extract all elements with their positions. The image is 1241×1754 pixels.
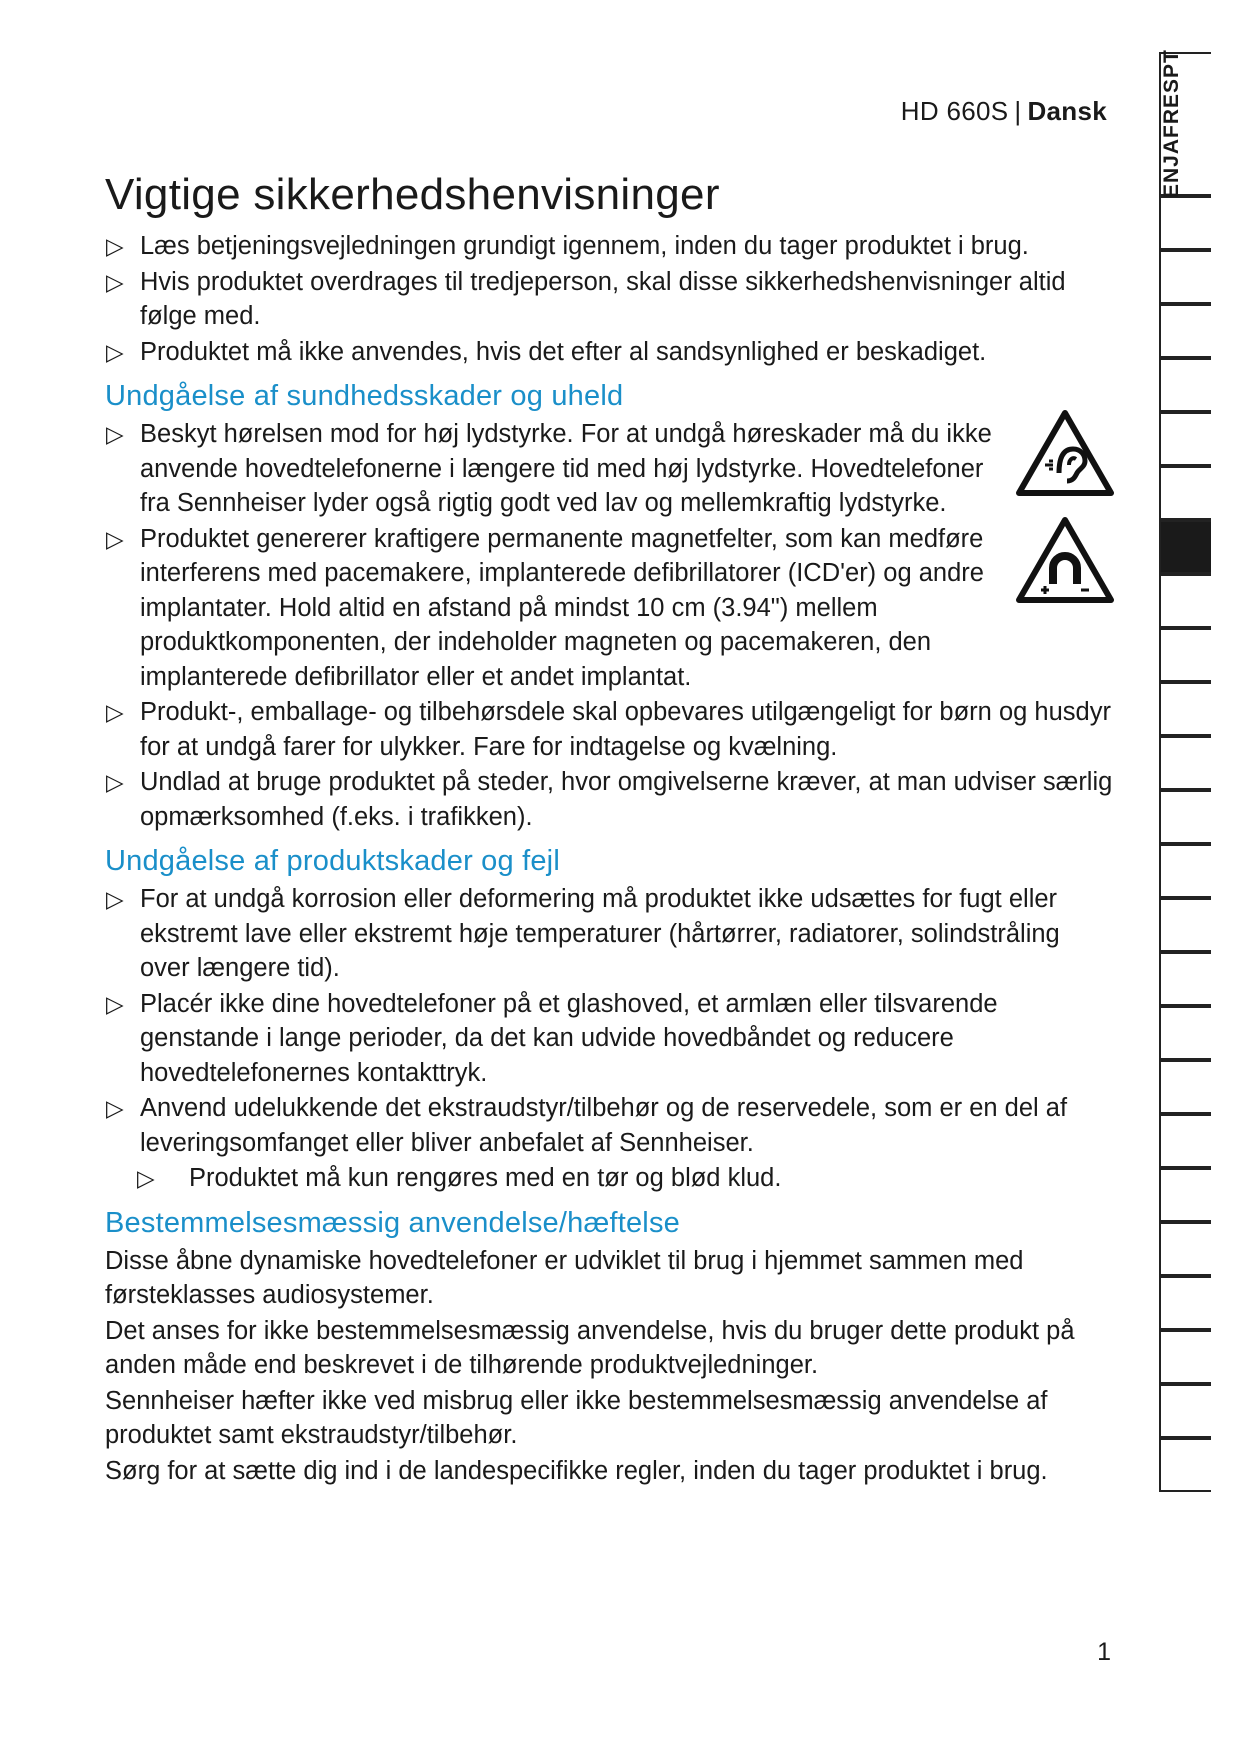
paragraph: Disse åbne dynamiske hovedtelefoner er udviklet til brug i hjemmet sammen med førsteklasses audiosystemer.: [105, 1246, 1024, 1309]
bullet-arrow-icon: ▷: [106, 268, 124, 295]
page-title: Vigtige sikkerhedshenvisninger: [105, 170, 720, 219]
hearing-warning-icon: [1015, 409, 1115, 497]
paragraph: Sørg for at sætte dig ind i de landespecifikke regler, inden du tager produktet i brug.: [105, 1456, 1048, 1485]
list-item: ▷ For at undgå korrosion eller deformering må produktet ikke udsættes for fugt eller ekstremt lave eller ekstremt høje temperaturer (hårtørrer, radiatorer, solindstråling over længere tid).: [105, 882, 1115, 986]
magnet-warning-icon: [1015, 516, 1115, 604]
section-heading-intended-use: Bestemmelsesmæssig anvendelse/hæftelse: [105, 1206, 680, 1239]
tab-language-active[interactable]: [1159, 520, 1211, 574]
tab-language[interactable]: [1159, 304, 1211, 358]
list-item: ▷ Placér ikke dine hovedtelefoner på et glashoved, et armlæn eller tilsvarende genstande i lange perioder, da det kan udvide hovedbåndet og reducere hovedtelefonernes kontakttryk.: [105, 987, 1115, 1091]
tab-language[interactable]: [1159, 790, 1211, 844]
header-language: Dansk: [1027, 96, 1107, 126]
paragraph: Det anses for ikke bestemmelsesmæssig anvendelse, hvis du bruger dette produkt på anden måde end beskrevet i de tilhørende produktvejledninger.: [105, 1316, 1075, 1379]
tab-language[interactable]: [1159, 1384, 1211, 1438]
tab-language[interactable]: [1159, 1330, 1211, 1384]
tab-language[interactable]: [1159, 844, 1211, 898]
paragraph: Sennheiser hæfter ikke ved misbrug eller ikke bestemmelsesmæssig anvendelse af produktet samt ekstraudstyr/tilbehør.: [105, 1386, 1048, 1449]
list-item: ▷ Hvis produktet overdrages til tredjeperson, skal disse sikkerhedshenvisninger altid følge med.: [105, 265, 1115, 334]
list-item: ▷ Undlad at bruge produktet på steder, hvor omgivelserne kræver, at man udviser særlig opmærksomhed (f.eks. i trafikken).: [105, 765, 1115, 834]
tab-language[interactable]: [1159, 628, 1211, 682]
intro-list: [105, 229, 1115, 369]
bullet-arrow-icon: ▷: [106, 525, 124, 552]
header-model: HD 660S: [900, 96, 1009, 126]
tab-language[interactable]: [1159, 736, 1211, 790]
header-separator: |: [1014, 96, 1022, 126]
list-item: ▷ Beskyt hørelsen mod for høj lydstyrke. For at undgå høreskader må du ikke anvende hovedtelefonerne i længere tid med høj lydstyrke. Hovedtelefoner fra Sennheiser lyder også rigtig godt ved lav og mellemkraftig lydstyrke.: [105, 417, 1115, 521]
list-item: ▷ Anvend udelukkende det ekstraudstyr/tilbehør og de reservedele, som er en del af leveringsomfanget eller bliver anbefalet af Sennheiser.: [105, 1091, 1115, 1160]
tab-language[interactable]: [1159, 196, 1211, 250]
bullet-arrow-icon: ▷: [106, 990, 124, 1017]
bullet-arrow-icon: ▷: [106, 1095, 124, 1121]
page-header: [901, 96, 1107, 127]
bullet-arrow-icon: ▷: [106, 233, 124, 259]
tab-language[interactable]: [1159, 1060, 1211, 1114]
list-item: ▷ Produktet må ikke anvendes, hvis det efter al sandsynlighed er beskadiget.: [105, 335, 1115, 370]
tab-language[interactable]: [1159, 358, 1211, 412]
tab-language[interactable]: [1159, 1276, 1211, 1330]
list-sub-item: ▷ Produktet må kun rengøres med en tør og blød klud.: [105, 1161, 1115, 1196]
bullet-arrow-icon: ▷: [106, 699, 124, 725]
tab-language[interactable]: [1159, 250, 1211, 304]
list-item: ▷ Læs betjeningsvejledningen grundigt igennem, inden du tager produktet i brug.: [105, 229, 1115, 264]
tab-language[interactable]: [1159, 1168, 1211, 1222]
main-content: [105, 165, 1115, 1489]
list-item: ▷ Produktet genererer kraftigere permanente magnetfelter, som kan medføre interferens med pacemakere, implanterede defibrillatorer (ICD'er) og andre implantater. Hold altid en afstand på mindst 10 cm (3.94") mellem produktkomponenten, der indeholder magneten og pacemakeren, den implanterede defibrillator eller et andet implantat.: [105, 522, 1115, 695]
tab-language[interactable]: [1159, 898, 1211, 952]
list-item: ▷ Produkt-, emballage- og tilbehørsdele skal opbevares utilgængeligt for børn og husdyr for at undgå farer for ulykker. Fare for indtagelse og kvælning.: [105, 695, 1115, 764]
tab-language[interactable]: [1159, 574, 1211, 628]
language-tab-strip: [1159, 52, 1211, 1492]
section-heading-product: Undgåelse af produktskader og fejl: [105, 845, 560, 877]
bullet-arrow-icon: ▷: [106, 421, 124, 447]
tab-language[interactable]: [1159, 1438, 1211, 1492]
tab-language[interactable]: [1159, 1222, 1211, 1276]
tab-language[interactable]: [1159, 1006, 1211, 1060]
bullet-arrow-icon: ▷: [106, 769, 124, 795]
tab-language[interactable]: [1159, 412, 1211, 466]
section-heading-health: Undgåelse af sundhedsskader og uheld: [105, 380, 624, 412]
product-list: [105, 882, 1115, 1196]
bullet-arrow-icon: ▷: [106, 338, 124, 365]
language-tab-labels: ENJAFRESPT: [1160, 49, 1183, 198]
tab-language[interactable]: [1159, 466, 1211, 520]
tab-language[interactable]: [1159, 1114, 1211, 1168]
bullet-arrow-icon: ▷: [137, 1165, 155, 1191]
page-number: 1: [1097, 1638, 1111, 1666]
tab-language[interactable]: [1159, 952, 1211, 1006]
bullet-arrow-icon: ▷: [106, 886, 124, 912]
health-list: [105, 417, 1115, 834]
tab-language[interactable]: [1159, 682, 1211, 736]
